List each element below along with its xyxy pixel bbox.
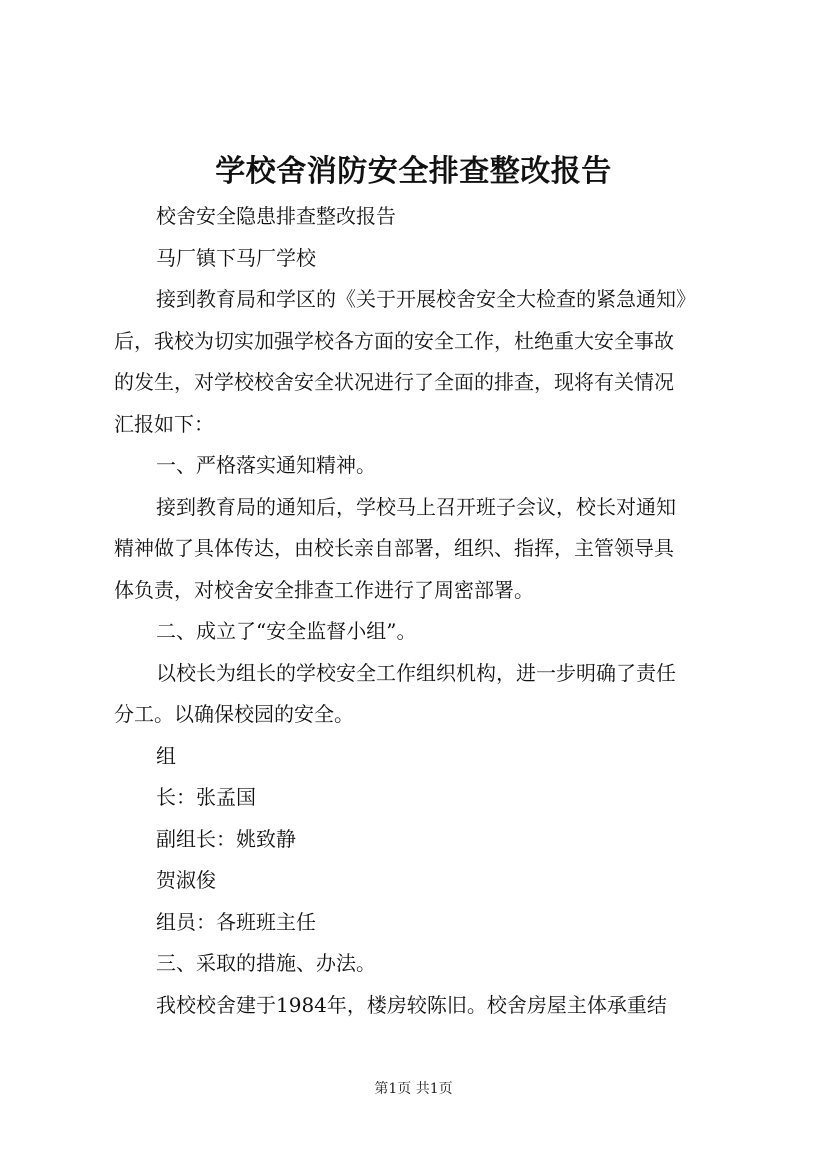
paragraph: [114, 196, 726, 238]
text-line: 副组长：姚致静: [156, 826, 296, 851]
document-body: [114, 196, 726, 1026]
text-line: 组员：各班班主任: [156, 909, 316, 934]
page-footer: 第1页 共1页: [374, 1081, 453, 1097]
text-line: 接到教育局的通知后，学校马上召开班子会议，校长对通知: [156, 494, 676, 519]
text-line: 一、严格落实通知精神。: [156, 453, 376, 477]
paragraph: [114, 819, 726, 861]
paragraph: [114, 653, 726, 736]
paragraph: [114, 736, 726, 778]
text-line: 分工。以确保校园的安全。: [114, 702, 354, 726]
text-line: 我校校舍建于1984年，楼房较陈旧。校舍房屋主体承重结: [156, 992, 667, 1017]
text-line: 贺淑俊: [156, 868, 216, 892]
paragraph: [114, 777, 726, 819]
section-heading: [114, 445, 726, 487]
text-line: 长：张孟国: [156, 785, 256, 809]
text-line: 马厂镇下马厂学校: [156, 245, 316, 270]
paragraph: [114, 487, 726, 612]
text-line: 汇报如下：: [114, 411, 214, 436]
paragraph: [114, 238, 726, 280]
text-line: 精神做了具体传达，由校长亲自部署，组织、指挥，主管领导具: [114, 536, 674, 560]
text-line: 二、成立了“安全监督小组”。: [156, 619, 417, 643]
text-line: 后，我校为切实加强学校各方面的安全工作，杜绝重大安全事故: [114, 328, 674, 353]
text-line: 的发生，对学校校舍安全状况进行了全面的排查，现将有关情况: [114, 370, 674, 394]
text-line: 体负责，对校舍安全排查工作进行了周密部署。: [114, 577, 534, 602]
section-heading: [114, 611, 726, 653]
text-line: 三、采取的措施、办法。: [156, 951, 376, 975]
paragraph: [114, 985, 726, 1027]
document-title: 学校舍消防安全排查整改报告: [215, 154, 612, 189]
text-line: 组: [156, 743, 176, 768]
section-heading: [114, 943, 726, 985]
paragraph: [114, 902, 726, 944]
text-line: 以校长为组长的学校安全工作组织机构，进一步明确了责任: [156, 660, 676, 685]
paragraph: [114, 860, 726, 902]
text-line: 校舍安全隐患排查整改报告: [156, 204, 396, 228]
text-line: 接到教育局和学区的《关于开展校舍安全大检查的紧急通知》: [156, 287, 696, 311]
paragraph: [114, 279, 726, 445]
